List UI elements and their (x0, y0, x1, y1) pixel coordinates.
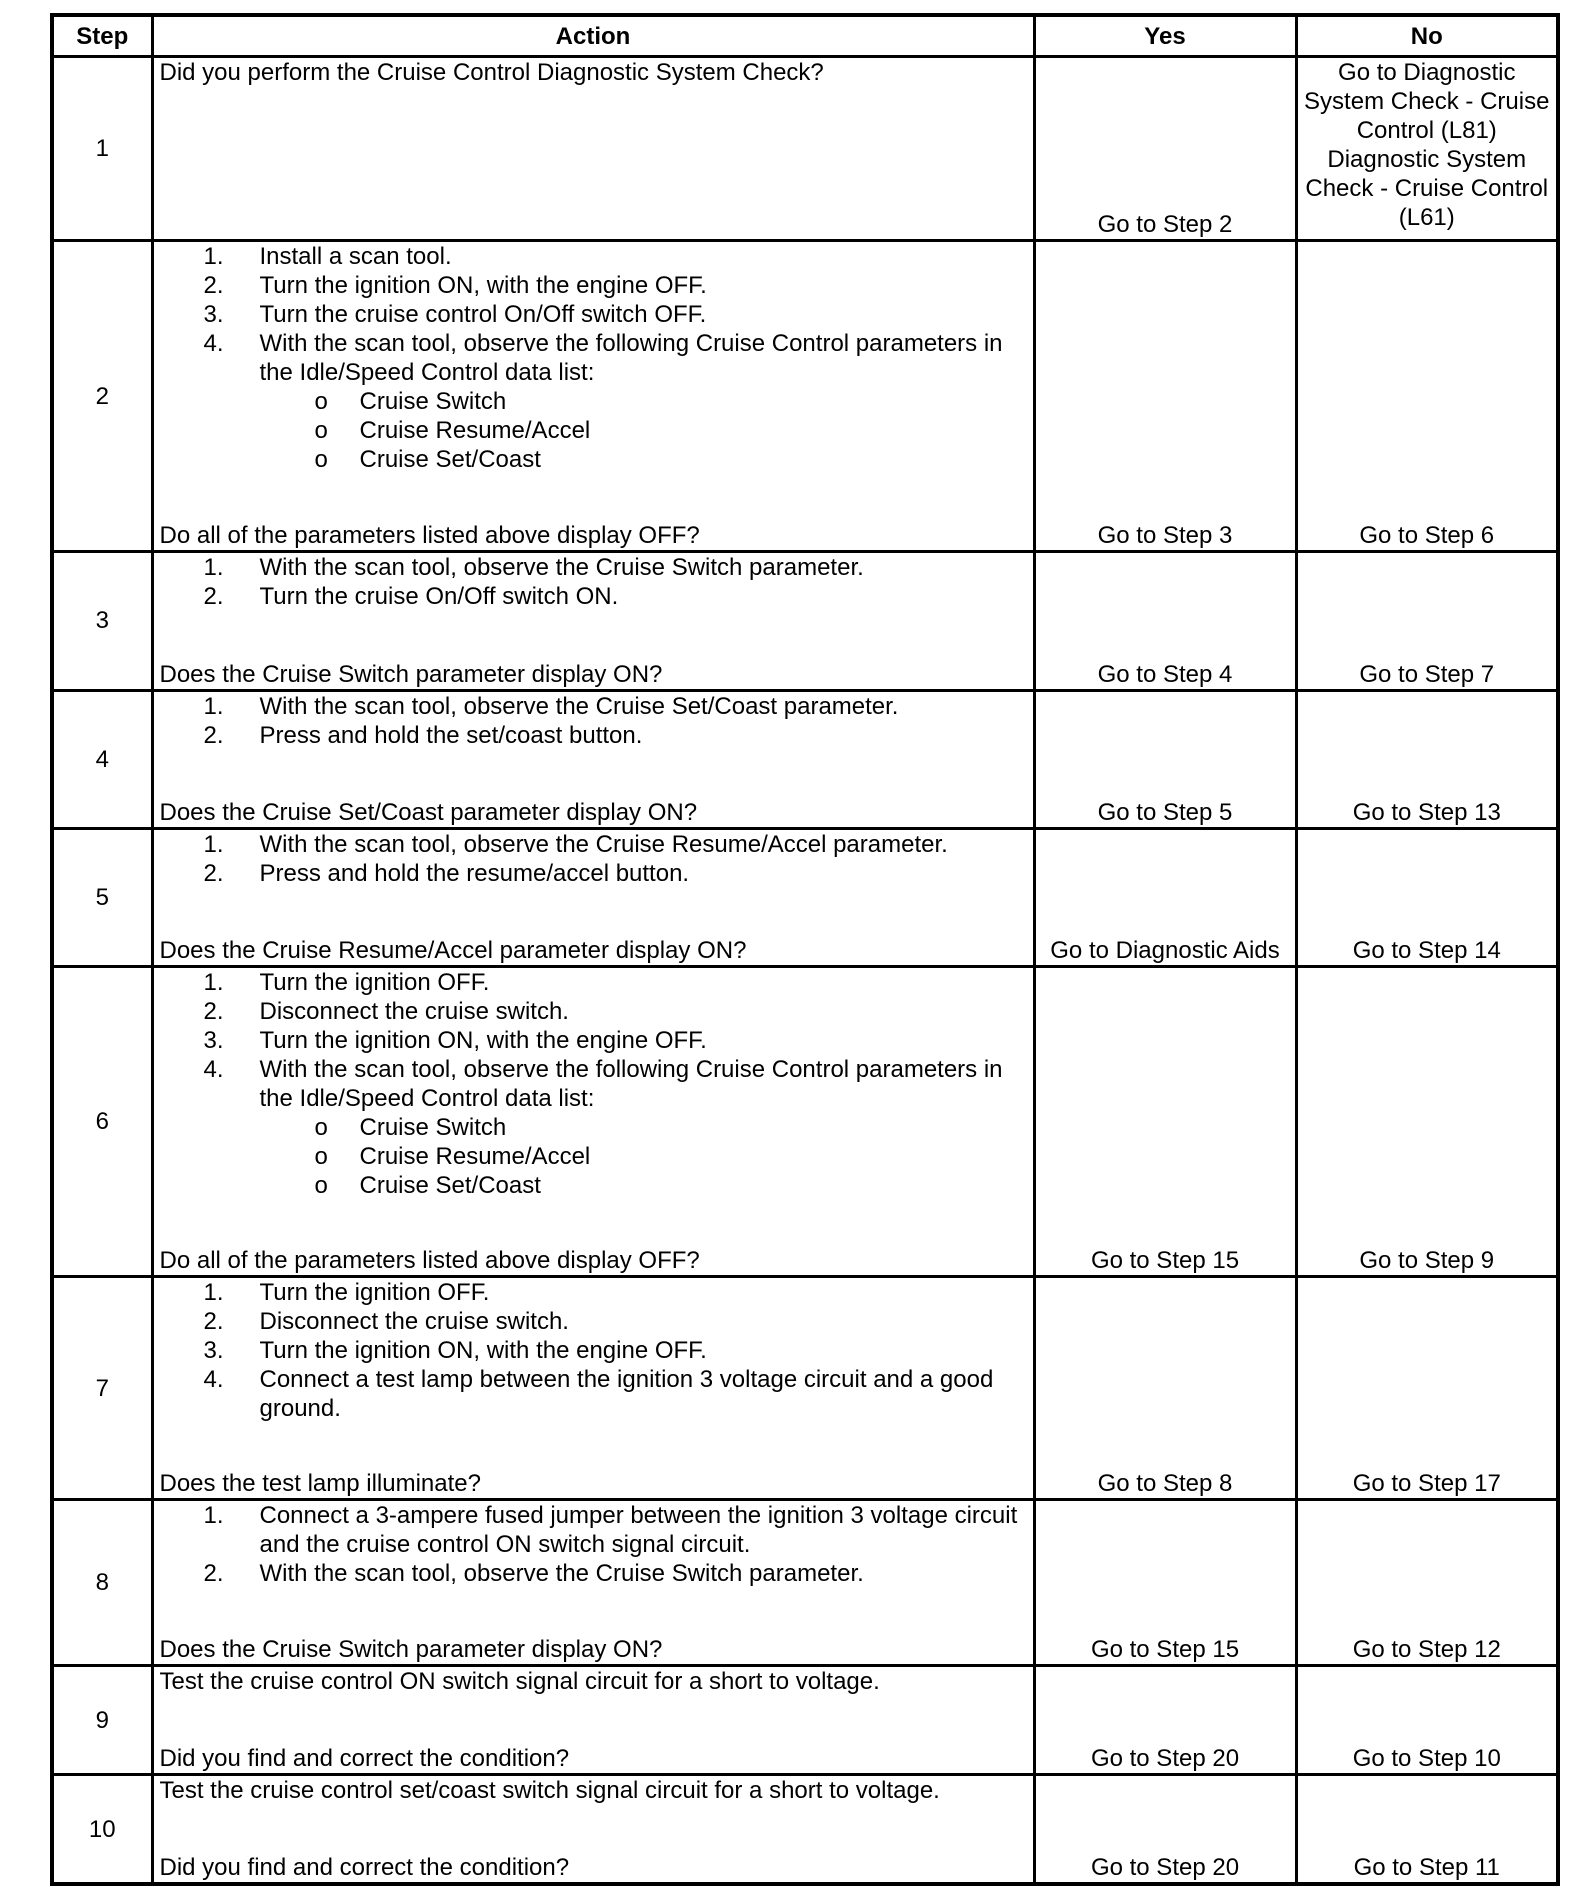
table-row (52, 966, 1558, 1276)
yes-cell: Go to Step 4 (1034, 552, 1296, 690)
header-step: Step (52, 15, 152, 57)
step-number: 1 (52, 57, 152, 241)
procedure-item: With the scan tool, observe the Cruise Switch parameter. (259, 1560, 864, 1588)
no-cell: Go to Step 10 (1296, 1666, 1558, 1775)
yes-cell: Go to Step 20 (1034, 1666, 1296, 1775)
procedure-list (160, 1501, 1027, 1588)
procedure-item: Install a scan tool. (259, 243, 452, 271)
step-number: 8 (52, 1500, 152, 1666)
yes-cell: Go to Step 20 (1034, 1775, 1296, 1884)
parameter-item: o Cruise Switch (360, 1113, 1027, 1142)
step-number: 4 (52, 690, 152, 828)
table-row (52, 57, 1558, 241)
procedure-list (160, 968, 1027, 1200)
procedure-item: Connect a test lamp between the ignition 3 voltage circuit and a good ground. (259, 1365, 994, 1422)
parameter-item: o Cruise Resume/Accel (360, 416, 1027, 445)
procedure-item: Press and hold the resume/accel button. (259, 859, 690, 887)
parameter-item: o Cruise Switch (360, 387, 1027, 416)
question-text: Did you find and correct the condition? (159, 1745, 570, 1773)
procedure-list (160, 242, 1027, 474)
procedure-item: Turn the ignition ON, with the engine OFF. (259, 1336, 707, 1364)
no-cell: Go to Step 7 (1296, 552, 1558, 690)
no-cell: Go to Step 12 (1296, 1500, 1558, 1666)
question-text: Does the Cruise Resume/Accel parameter display ON? (159, 936, 747, 964)
table-row (52, 690, 1558, 828)
action-text: Test the cruise control set/coast switch signal circuit for a short to voltage. (159, 1777, 940, 1805)
action-cell (152, 966, 1034, 1276)
procedure-item (260, 1055, 1027, 1200)
procedure-list (160, 553, 1027, 611)
no-cell: Go to Step 14 (1296, 828, 1558, 966)
no-cell: Go to Step 17 (1296, 1276, 1558, 1499)
action-cell (152, 828, 1034, 966)
action-cell (152, 1276, 1034, 1499)
table-row (52, 552, 1558, 690)
no-cell: Go to Step 6 (1296, 241, 1558, 552)
action-cell (152, 1666, 1034, 1775)
procedure-list (160, 830, 1027, 888)
parameter-list (260, 387, 1027, 474)
question-text: Does the test lamp illuminate? (159, 1470, 481, 1498)
header-yes: Yes (1034, 15, 1296, 57)
step-number: 10 (52, 1775, 152, 1884)
procedure-item-text: With the scan tool, observe the following Cruise Control parameters in the Idle/Speed Control data list: (259, 1055, 1003, 1112)
procedure-item: Turn the ignition ON, with the engine OFF. (259, 1026, 707, 1054)
yes-cell: Go to Step 3 (1034, 241, 1296, 552)
procedure-list (160, 692, 1027, 750)
procedure-item: Turn the cruise control On/Off switch OFF. (259, 301, 707, 329)
question-text: Do all of the parameters listed above display OFF? (159, 1246, 700, 1274)
header-row (52, 15, 1558, 57)
table-row (52, 828, 1558, 966)
question-text: Does the Cruise Switch parameter display ON? (159, 660, 663, 688)
procedure-item: Turn the cruise On/Off switch ON. (259, 583, 619, 611)
procedure-item: With the scan tool, observe the Cruise Switch parameter. (259, 554, 864, 582)
action-text: Test the cruise control ON switch signal circuit for a short to voltage. (159, 1668, 880, 1696)
table-row (52, 1500, 1558, 1666)
procedure-item: Disconnect the cruise switch. (259, 997, 569, 1025)
step-number: 3 (52, 552, 152, 690)
table-row (52, 1666, 1558, 1775)
parameter-item: o Cruise Set/Coast (360, 1171, 1027, 1200)
no-cell: Go to Diagnostic System Check - Cruise Control (L81) Diagnostic System Check - Cruise Control (L61) (1296, 57, 1558, 241)
no-cell: Go to Step 11 (1296, 1775, 1558, 1884)
action-cell (152, 690, 1034, 828)
procedure-item: With the scan tool, observe the Cruise Resume/Accel parameter. (259, 830, 948, 858)
question-text: Does the Cruise Switch parameter display ON? (159, 1636, 663, 1664)
action-cell (152, 1500, 1034, 1666)
question-text: Does the Cruise Set/Coast parameter display ON? (159, 798, 698, 826)
parameter-item: o Cruise Set/Coast (360, 445, 1027, 474)
action-cell (152, 241, 1034, 552)
step-number: 7 (52, 1276, 152, 1499)
procedure-item: Disconnect the cruise switch. (259, 1307, 569, 1335)
procedure-item: Turn the ignition OFF. (259, 968, 490, 996)
parameter-item: o Cruise Resume/Accel (360, 1142, 1027, 1171)
question-text: Did you find and correct the condition? (159, 1854, 570, 1881)
no-cell: Go to Step 13 (1296, 690, 1558, 828)
step-number: 2 (52, 241, 152, 552)
yes-cell: Go to Step 15 (1034, 966, 1296, 1276)
procedure-item: With the scan tool, observe the Cruise Set/Coast parameter. (259, 692, 899, 720)
question-text: Do all of the parameters listed above display OFF? (159, 522, 700, 550)
procedure-item-text: With the scan tool, observe the following Cruise Control parameters in the Idle/Speed Control data list: (259, 330, 1003, 387)
procedure-item: Press and hold the set/coast button. (259, 721, 643, 749)
header-no: No (1296, 15, 1558, 57)
table-row (52, 1775, 1558, 1884)
no-cell: Go to Step 9 (1296, 966, 1558, 1276)
procedure-item: Turn the ignition OFF. (259, 1278, 490, 1306)
diagnostic-table (50, 13, 1560, 1886)
action-cell (152, 57, 1034, 241)
parameter-list (260, 1113, 1027, 1200)
yes-cell: Go to Step 8 (1034, 1276, 1296, 1499)
procedure-list (160, 1278, 1027, 1423)
action-text: Did you perform the Cruise Control Diagnostic System Check? (159, 59, 824, 86)
procedure-item: Connect a 3-ampere fused jumper between the ignition 3 voltage circuit and the cruise control ON switch signal circuit. (259, 1502, 1018, 1559)
yes-cell: Go to Step 5 (1034, 690, 1296, 828)
step-number: 5 (52, 828, 152, 966)
action-cell (152, 552, 1034, 690)
procedure-item (260, 329, 1027, 474)
yes-cell: Go to Step 2 (1034, 57, 1296, 241)
action-cell (152, 1775, 1034, 1884)
procedure-item: Turn the ignition ON, with the engine OFF. (259, 272, 707, 300)
table-row (52, 241, 1558, 552)
yes-cell: Go to Diagnostic Aids (1034, 828, 1296, 966)
yes-cell: Go to Step 15 (1034, 1500, 1296, 1666)
header-action: Action (152, 15, 1034, 57)
step-number: 6 (52, 966, 152, 1276)
table-row (52, 1276, 1558, 1499)
step-number: 9 (52, 1666, 152, 1775)
